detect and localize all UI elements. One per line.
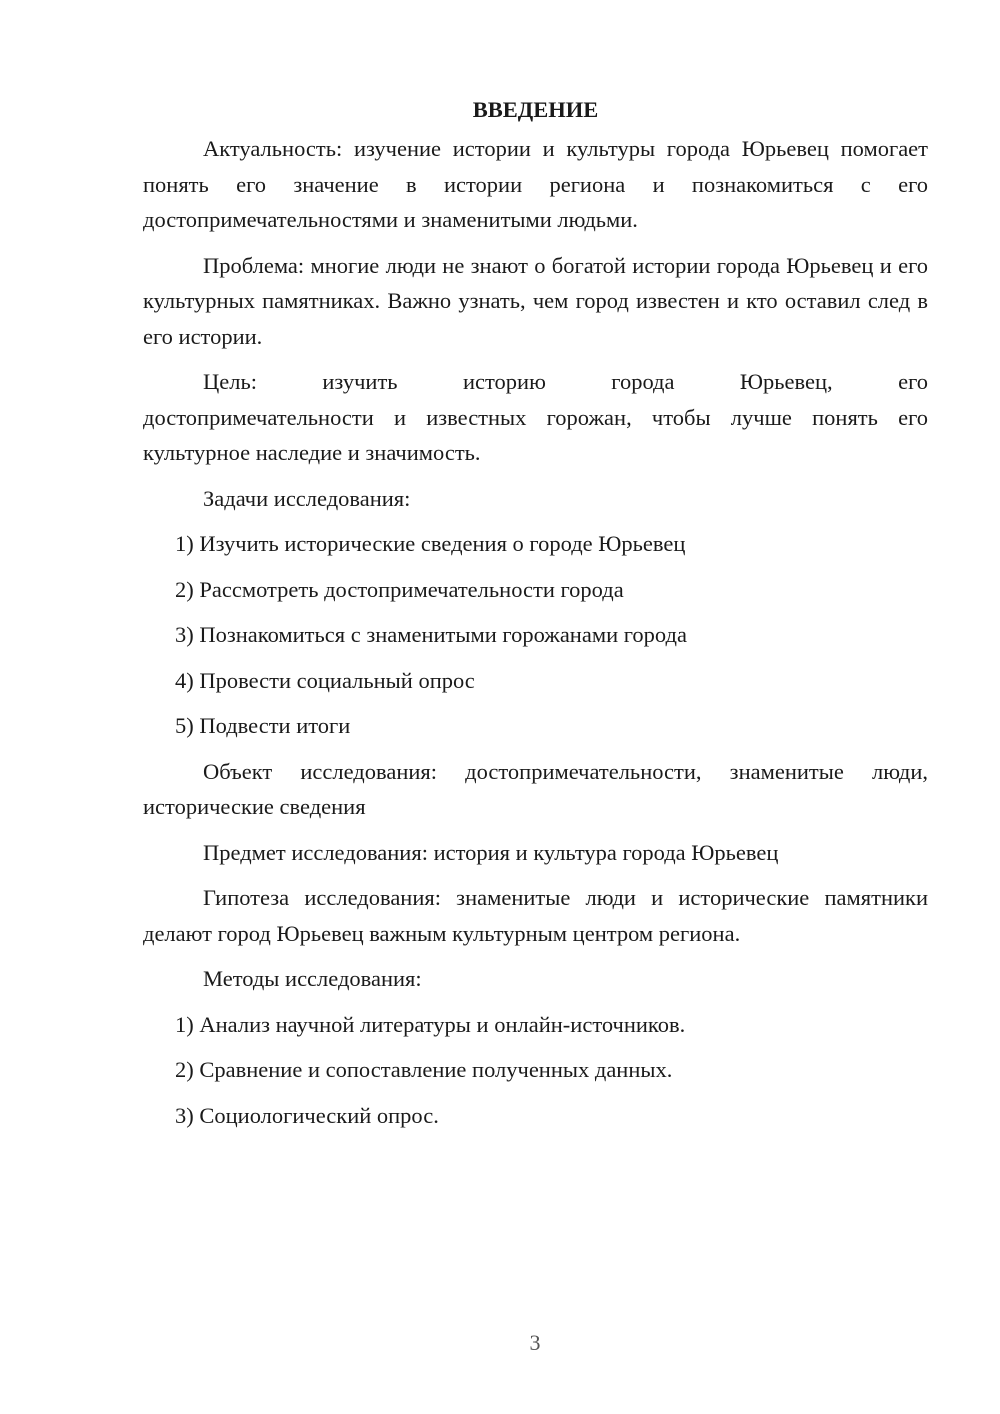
methods-list xyxy=(143,1007,928,1134)
section-title: ВВЕДЕНИЕ xyxy=(472,97,599,122)
tasks-heading: Задачи исследования: xyxy=(203,485,411,511)
list-item: 2) Сравнение и сопоставление полученных данных. xyxy=(175,1057,673,1082)
list-item: 3) Познакомиться с знаменитыми горожанами города xyxy=(175,622,687,647)
hypothesis-paragraph: Гипотеза исследования: знаменитые люди и исторические памятники делают город Юрьевец важным культурным центром региона. xyxy=(143,885,928,946)
subject-paragraph: Предмет исследования: история и культура города Юрьевец xyxy=(203,839,779,865)
list-item: 5) Подвести итоги xyxy=(175,713,351,738)
relevance-paragraph: Актуальность: изучение истории и культуры города Юрьевец помогает понять его значение в истории региона и познакомиться с его достопримечательностями и знаменитыми людьми. xyxy=(143,136,928,232)
document-page xyxy=(143,92,928,1143)
goal-paragraph xyxy=(143,364,928,471)
list-item: 4) Провести социальный опрос xyxy=(175,667,475,693)
list-item: 1) Анализ научной литературы и онлайн-источников. xyxy=(175,1011,686,1037)
list-item: 2) Рассмотреть достопримечательности города xyxy=(175,576,624,602)
list-item: 3) Социологический опрос. xyxy=(175,1102,439,1128)
tasks-list xyxy=(143,526,928,744)
goal-rest: достопримечательности и известных горожан, чтобы лучше понять его культурное наследие и значимость. xyxy=(143,404,928,465)
object-paragraph: Объект исследования: достопримечательности, знаменитые люди, исторические сведения xyxy=(143,758,928,819)
goal-first-line: Цель: изучить историю города Юрьевец, его xyxy=(203,369,928,394)
methods-heading: Методы исследования: xyxy=(203,966,422,991)
list-item: 1) Изучить исторические сведения о городе Юрьевец xyxy=(175,531,686,556)
page-number: 3 xyxy=(529,1330,541,1355)
problem-paragraph: Проблема: многие люди не знают о богатой истории города Юрьевец и его культурных памятниках. Важно узнать, чем город известен и кто оставил след в его истории. xyxy=(143,252,928,349)
